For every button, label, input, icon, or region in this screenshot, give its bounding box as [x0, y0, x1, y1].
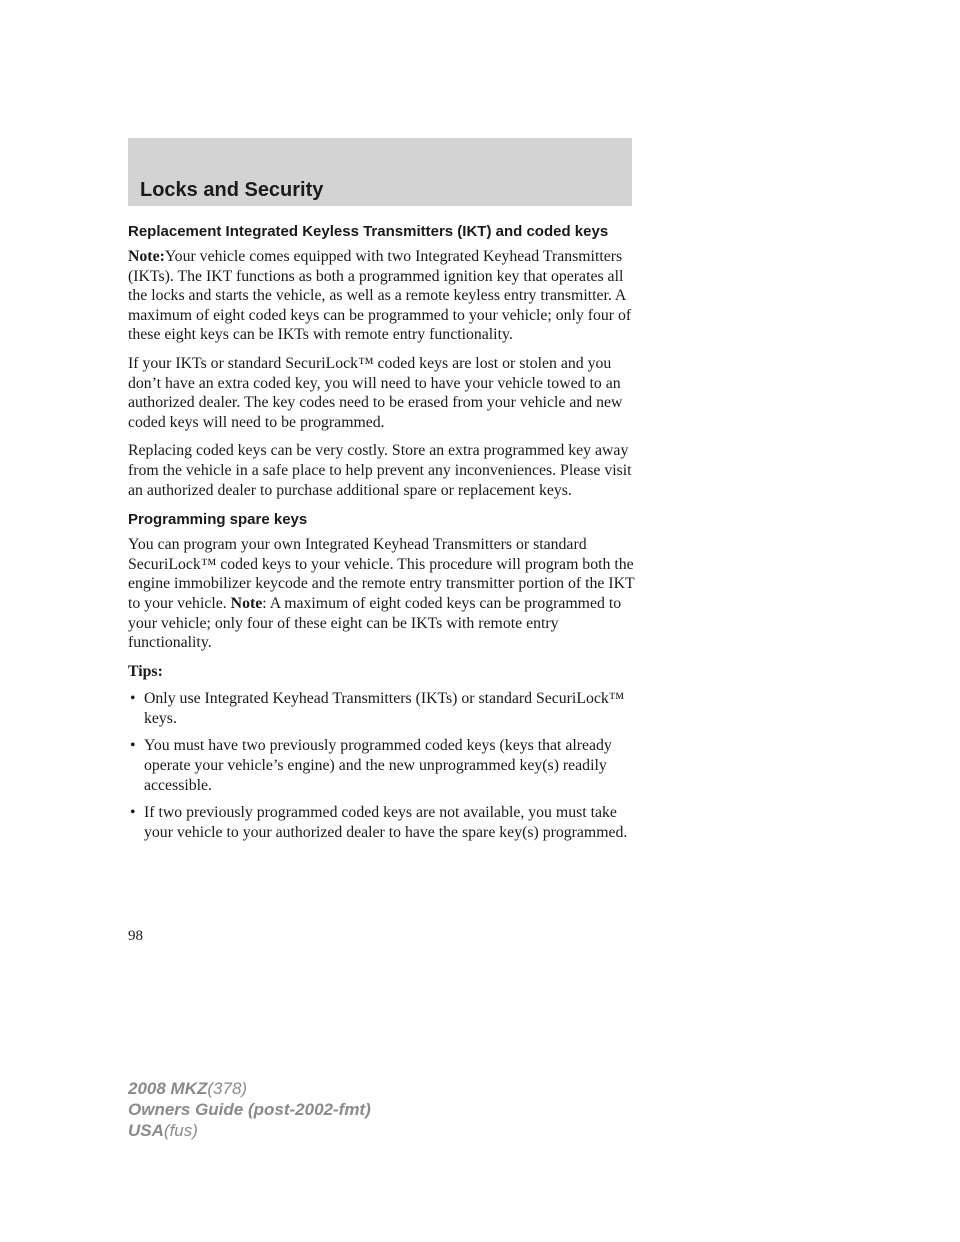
tips-list	[128, 689, 638, 842]
tips-label: Tips:	[128, 662, 163, 680]
note-paragraph	[128, 247, 638, 345]
footer-model: 2008 MKZ	[128, 1079, 208, 1098]
note-label: Note:	[128, 248, 165, 265]
page-content	[128, 222, 638, 850]
footer-market-code: (fus)	[163, 1121, 198, 1140]
footer-model-code: (378)	[207, 1079, 248, 1098]
list-item	[128, 689, 638, 728]
lost-keys-paragraph: If your IKTs or standard SecuriLock™ coded keys are lost or stolen and you don’t have an extra coded key, you will need to have your vehicle towed to an authorized dealer. The key codes need to be erased from your vehicle and new coded keys will need to be programmed.	[128, 354, 623, 431]
replacing-keys-paragraph: Replacing coded keys can be very costly. Store an extra programmed key away from the vehicle in a safe place to help prevent any inconveniences. Please visit an authorized dealer to purchase additional spare or replacement keys.	[128, 442, 632, 499]
list-item	[128, 736, 638, 795]
footer-line-model	[128, 1078, 371, 1099]
footer-guide-name: Owners Guide (post-2002-fmt)	[128, 1100, 371, 1119]
list-item	[128, 803, 638, 842]
section-title: Locks and Security	[140, 179, 324, 201]
page-number: 98	[128, 928, 143, 944]
list-item-text: Only use Integrated Keyhead Transmitters (IKTs) or standard SecuriLock™ keys.	[144, 690, 625, 727]
programming-note-text: : A maximum of eight coded keys can be programmed to your vehicle; only four of these eight can be IKTs with remote entry functionality.	[128, 594, 622, 652]
programming-paragraph	[128, 535, 638, 653]
list-item-text: You must have two previously programmed coded keys (keys that already operate your vehicle’s engine) and the new unprogrammed key(s) readily accessible.	[144, 737, 612, 794]
bullet-icon: •	[130, 737, 136, 755]
note-text: Your vehicle comes equipped with two Integrated Keyhead Transmitters (IKTs). The IKT functions as both a programmed ignition key that operates all the locks and starts the vehicle, as well as a remote keyless entry transmitter. A maximum of eight coded keys can be programmed to your vehicle; only four of these eight keys can be IKTs with remote entry functionality.	[128, 248, 632, 344]
heading-replacement-keys: Replacement Integrated Keyless Transmitters (IKT) and coded keys	[128, 223, 609, 240]
footer-line-market	[128, 1120, 371, 1141]
programming-note-label: Note	[230, 594, 263, 612]
document-footer	[128, 1078, 371, 1141]
programming-text: You can program your own Integrated Keyhead Transmitters or standard SecuriLock™ coded keys to your vehicle. This procedure will program both the engine immobilizer keycode and the remote entry transmitter portion of the IKT to your vehicle.	[128, 536, 635, 612]
footer-market: USA	[128, 1121, 164, 1140]
heading-programming-spare-keys: Programming spare keys	[128, 511, 308, 529]
bullet-icon: •	[130, 690, 136, 708]
bullet-icon: •	[130, 804, 136, 822]
list-item-text: If two previously programmed coded keys are not available, you must take your vehicle to your authorized dealer to have the spare key(s) programmed.	[144, 804, 628, 841]
